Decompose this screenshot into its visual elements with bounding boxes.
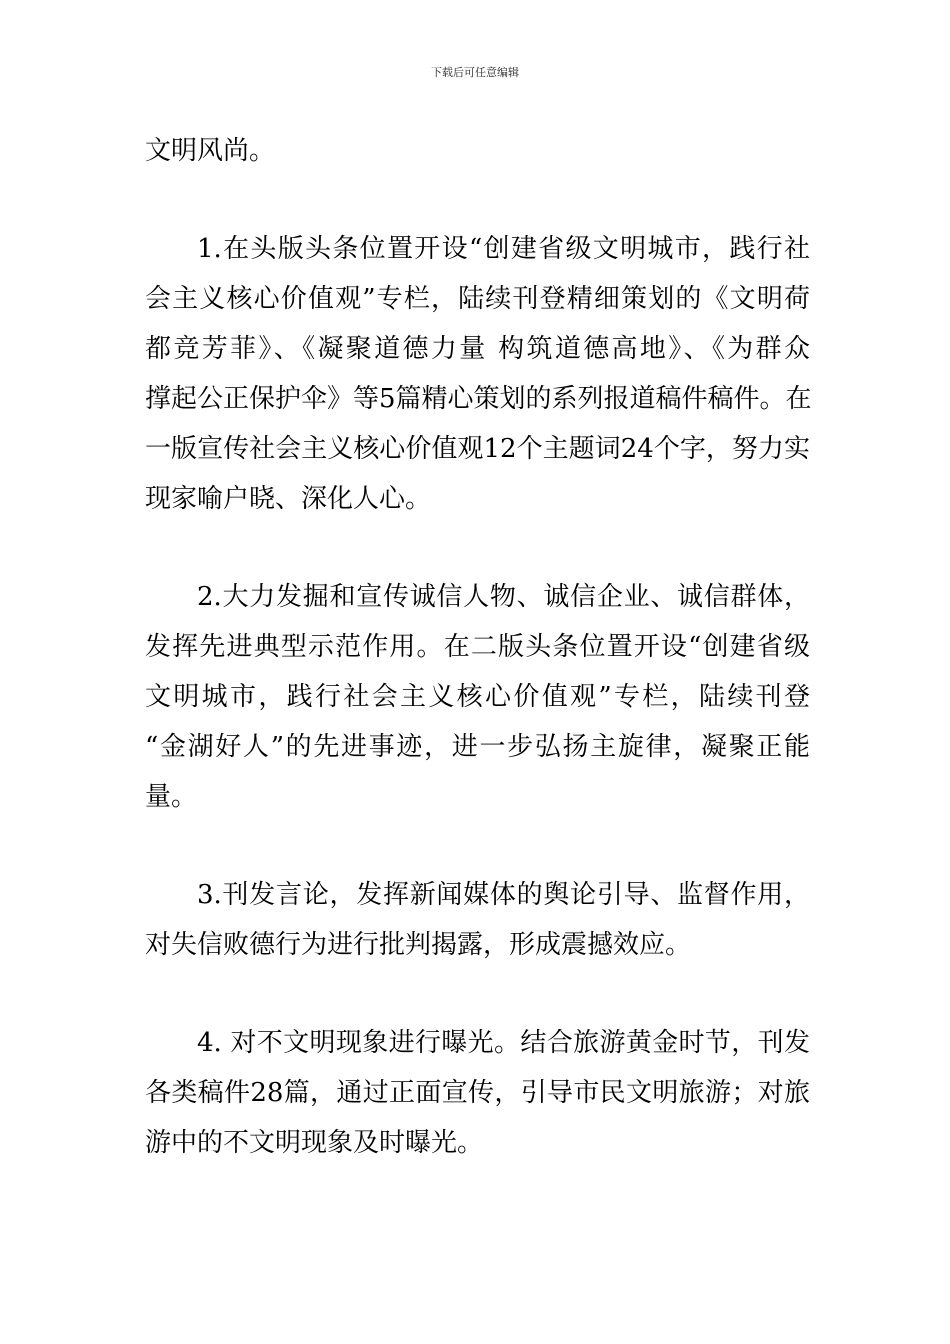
paragraph-item-2 (145, 572, 810, 822)
text-line: 量。 (145, 782, 198, 812)
text-line: 撑起公正保护伞》等5篇精心策划的系列报道稿件稿件。在 (145, 384, 812, 414)
paragraph-item-1 (145, 224, 810, 524)
text-line: 会主义核心价值观”专栏，陆续刊登精细策划的《文明荷 (145, 284, 810, 314)
document-body (145, 126, 810, 1168)
paragraph-continuation (145, 126, 810, 176)
paragraph-gap (145, 822, 810, 870)
text-line: “金湖好人”的先进事迹，进一步弘扬主旋律，凝聚正能 (145, 732, 810, 762)
text-line: 对失信败德行为进行批判揭露，形成震撼效应。 (145, 930, 692, 960)
paragraph-gap (145, 524, 810, 572)
text-line: 1.在头版头条位置开设“创建省级文明城市，践行社 (197, 234, 810, 264)
text-line: 发挥先进典型示范作用。在二版头条位置开设“创建省级 (145, 632, 810, 662)
header-note: 下载后可任意编辑 (431, 66, 519, 79)
text-line: 文明风尚。 (145, 136, 276, 166)
text-line: 4. 对不文明现象进行曝光。结合旅游黄金时节，刊发 (197, 1028, 810, 1058)
paragraph-gap (145, 176, 810, 224)
text-line: 2.大力发掘和宣传诚信人物、诚信企业、诚信群体， (197, 582, 810, 612)
text-line: 文明城市，践行社会主义核心价值观”专栏，陆续刊登 (145, 682, 810, 712)
text-line: 都竞芳菲》、《凝聚道德力量 构筑道德高地》、《为群众 (145, 334, 810, 364)
paragraph-item-4 (145, 1018, 810, 1168)
paragraph-gap (145, 970, 810, 1018)
text-line: 3.刊发言论，发挥新闻媒体的舆论引导、监督作用， (197, 880, 810, 910)
text-line: 游中的不文明现象及时曝光。 (145, 1128, 484, 1158)
text-line: 现家喻户晓、深化人心。 (145, 484, 432, 514)
text-line: 一版宣传社会主义核心价值观12个主题词24个字，努力实 (145, 434, 810, 464)
paragraph-item-3 (145, 870, 810, 970)
text-line: 各类稿件28篇，通过正面宣传，引导市民文明旅游；对旅 (145, 1078, 810, 1108)
